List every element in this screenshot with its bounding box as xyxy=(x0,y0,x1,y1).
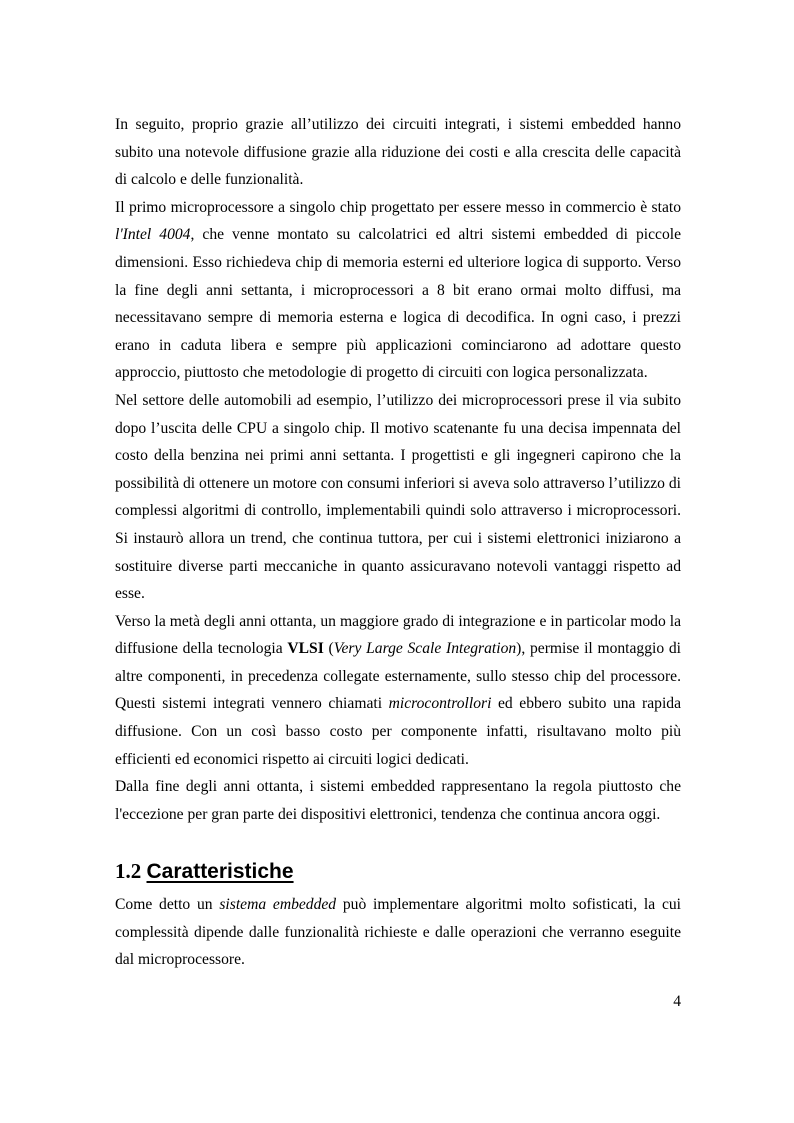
paragraph-text: ed ebbero subito una rapida diffusione. Con un così basso costo per componente infatti, risultavano molto più efficienti ed economici rispetto ai circuiti logici dedicati. xyxy=(115,695,681,768)
microcontrollori-term: microcontrollori xyxy=(388,695,492,713)
paragraph-vlsi xyxy=(115,608,681,774)
paragraph-integrated-circuits xyxy=(115,111,681,194)
section-title: Caratteristiche xyxy=(146,860,294,883)
paragraph-embedded-system xyxy=(115,891,681,974)
vlsi-expansion: Very Large Scale Integration xyxy=(333,640,517,658)
paragraph-text: Il primo microprocessore a singolo chip progettato per essere messo in commercio è stato xyxy=(115,198,681,216)
paragraph-text: ), permise il montaggio di altre componenti, in precedenza collegate esternamente, sullo stesso chip del processore. Questi sistemi integrati vennero chiamati xyxy=(115,640,681,713)
paragraph-text: Nel settore delle automobili ad esempio, l’utilizzo dei microprocessori prese il via subito dopo l’uscita delle CPU a singolo chip. Il motivo scatenante fu una decisa impennata del costo della benzina nei primi anni settanta. I progettisti e gli ingegneri capirono che la possibilità di ottenere un motore con consumi inferiori si aveva solo attraverso l’utilizzo di complessi algoritmi di controllo, implementabili quindi solo attraverso i microprocessori. Si instaurò allora un trend, che continua tuttora, per cui i sistemi elettronici iniziarono a sostituire diverse parti meccaniche in quanto assicuravano notevoli vantaggi rispetto ad esse. xyxy=(115,391,681,603)
paragraph-text: Dalla fine degli anni ottanta, i sistemi embedded rappresentano la regola piuttosto che l'eccezione per gran parte dei dispositivi elettronici, tendenza che continua ancora oggi. xyxy=(115,778,681,823)
paragraph-text: Come detto un xyxy=(115,896,220,913)
paragraph-text: In seguito, proprio grazie all’utilizzo dei circuiti integrati, i sistemi embedded hanno subito una notevole diffusione grazie alla riduzione dei costi e alla crescita delle capacità di calcolo e delle funzionalità. xyxy=(115,116,681,189)
paragraph-text: , che venne montato su calcolatrici ed altri sistemi embedded di piccole dimensioni. Esso richiedeva chip di memoria esterni ed ulteriore logica di supporto. Verso la fine degli anni settanta, i microprocessori a 8 bit erano ormai molto diffusi, ma necessitavano sempre di memoria esterna e logica di decodifica. In ogni caso, i prezzi erano in caduta libera e sempre più applicazioni cominciarono ad adottare questo approccio, piuttosto che metodologie di progetto di circuiti con logica personalizzata. xyxy=(115,226,681,382)
body-text xyxy=(115,111,681,828)
section-body-text xyxy=(115,891,681,974)
section-number: 1.2 xyxy=(115,859,147,883)
paragraph-text: può implementare algoritmi molto sofisticati, la cui complessità dipende dalle funzionalità richieste e dalle operazioni che verranno eseguite dal microprocessore. xyxy=(115,896,682,969)
sistema-embedded-term: sistema embedded xyxy=(219,896,337,913)
vlsi-term: VLSI xyxy=(287,640,324,658)
section-heading xyxy=(115,856,294,887)
paragraph-text: ( xyxy=(323,640,334,658)
paragraph-text: Verso la metà degli anni ottanta, un maggiore grado di integrazione e in particolar modo la diffusione della tecnologia xyxy=(115,612,681,658)
page-number: 4 xyxy=(673,993,681,1010)
intel-4004-term: l'Intel 4004 xyxy=(115,226,191,244)
paragraph-automotive xyxy=(115,387,681,608)
paragraph-first-microprocessor xyxy=(115,194,681,387)
paragraph-late-eighties xyxy=(115,773,681,828)
